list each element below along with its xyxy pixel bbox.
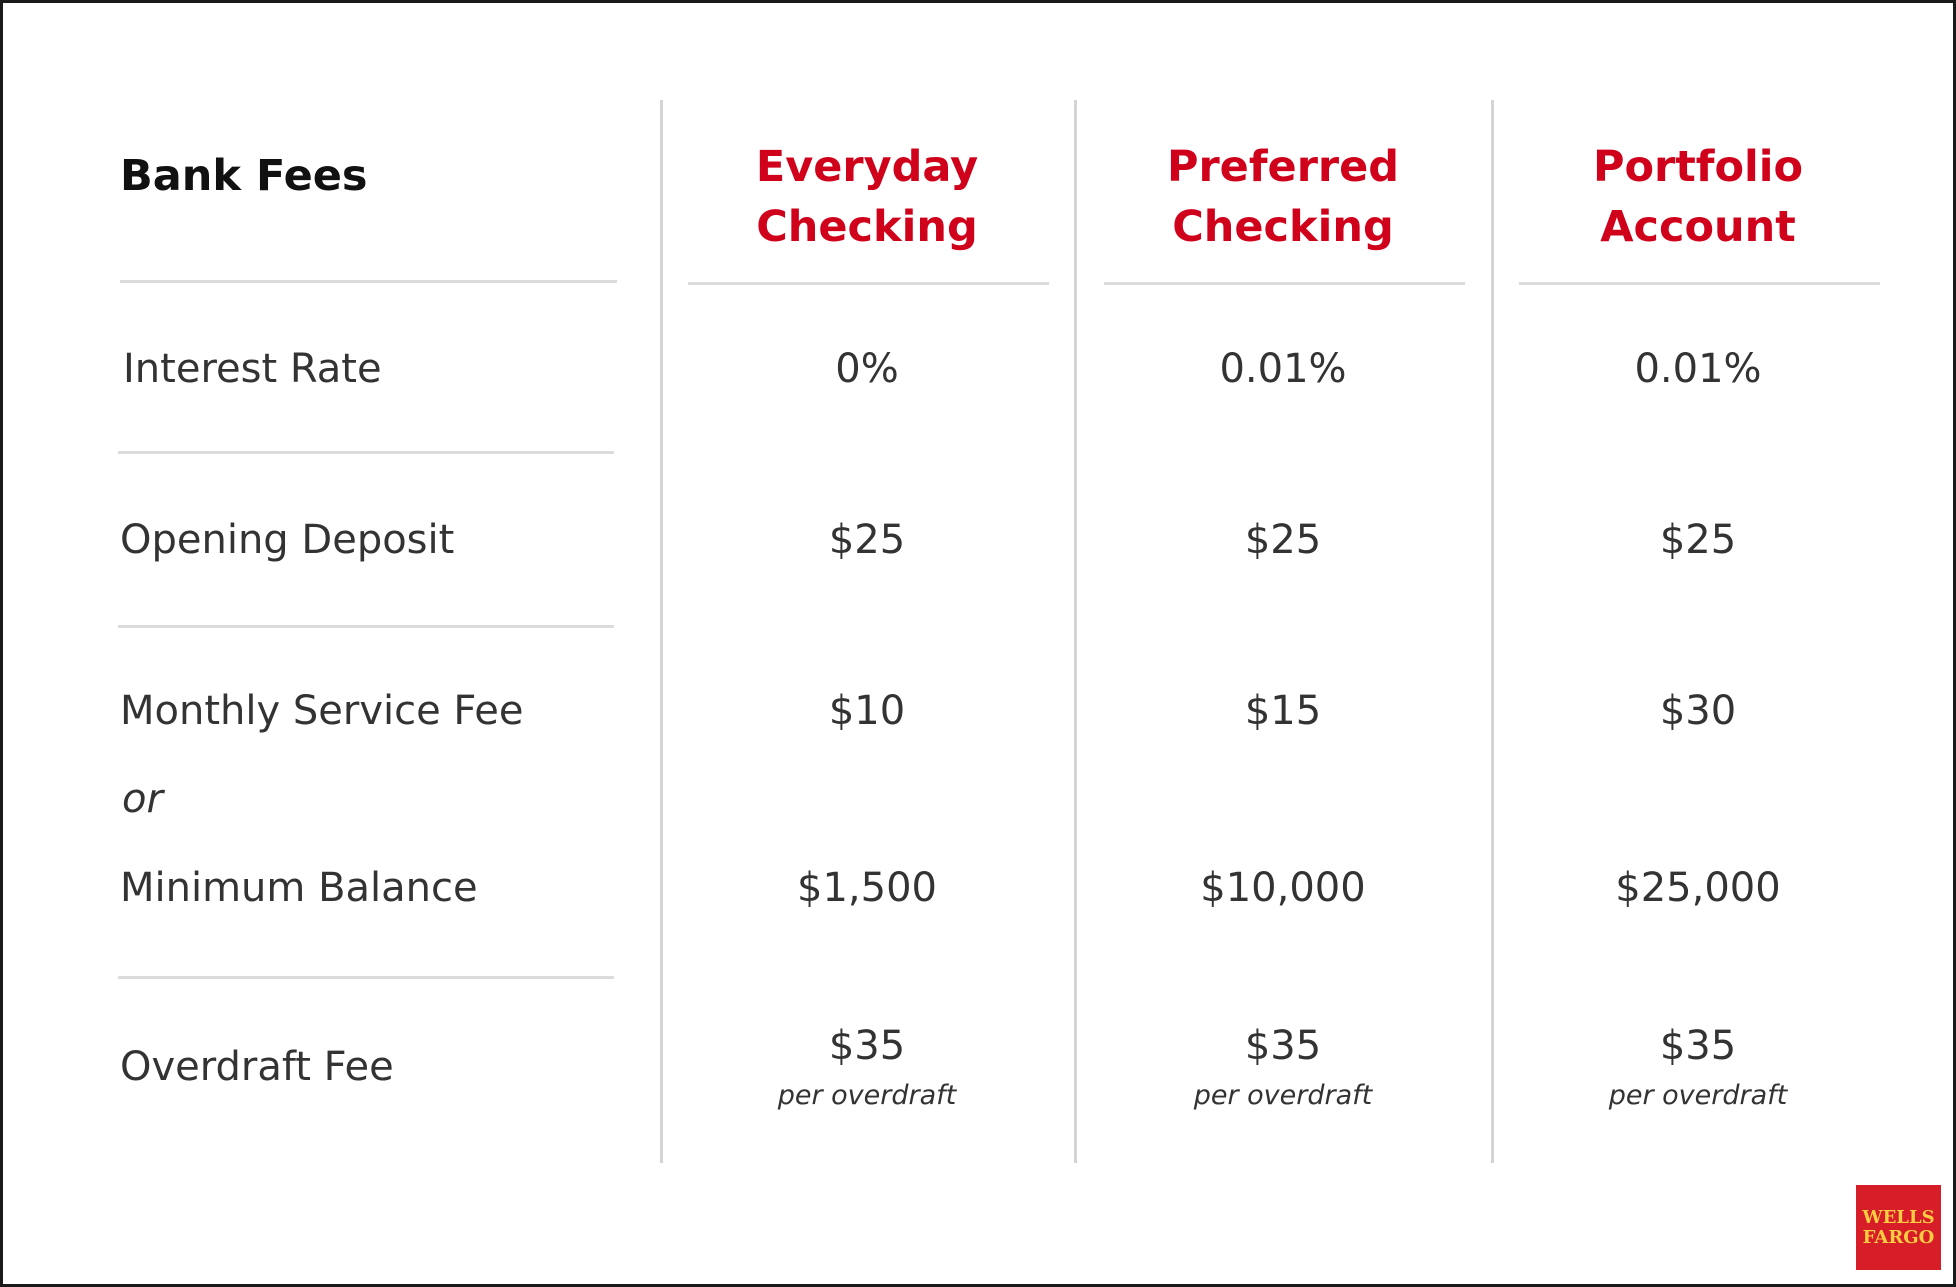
column-header-line: Portfolio: [1592, 142, 1804, 192]
minimum-balance-portfolio: $25,000: [1615, 865, 1781, 911]
monthly-fee-preferred: $15: [1244, 688, 1322, 734]
row-label-minimum-balance: Minimum Balance: [120, 865, 478, 911]
row-label-overdraft-fee: Overdraft Fee: [120, 1044, 394, 1090]
opening-deposit-everyday: $25: [828, 517, 906, 563]
column-header-everyday-checking: [687, 137, 1047, 257]
monthly-fee-everyday: $10: [828, 688, 906, 734]
opening-deposit-portfolio: $25: [1659, 517, 1737, 563]
minimum-balance-preferred: $10,000: [1200, 865, 1366, 911]
row-divider: [118, 625, 614, 628]
column-header-preferred-checking: [1103, 137, 1463, 257]
row-label-interest-rate: Interest Rate: [123, 346, 382, 392]
header-divider: [688, 282, 1049, 285]
row-divider: [118, 976, 614, 979]
overdraft-fee-preferred: $35: [1244, 1023, 1322, 1069]
column-header-line: Preferred: [1166, 142, 1400, 192]
column-header-line: Account: [1600, 202, 1796, 252]
overdraft-note-everyday: per overdraft: [777, 1080, 957, 1111]
wells-fargo-logo: [1856, 1185, 1941, 1270]
logo-text-line: FARGO: [1862, 1226, 1935, 1248]
opening-deposit-preferred: $25: [1244, 517, 1322, 563]
row-divider: [118, 451, 614, 454]
header-divider: [1104, 282, 1465, 285]
column-divider: [660, 100, 663, 1163]
interest-rate-everyday: 0%: [835, 346, 899, 392]
interest-rate-preferred: 0.01%: [1219, 346, 1347, 392]
column-divider: [1491, 100, 1494, 1163]
or-connector: or: [122, 776, 163, 822]
row-label-monthly-service-fee: Monthly Service Fee: [120, 688, 524, 734]
row-label-opening-deposit: Opening Deposit: [120, 517, 455, 563]
column-header-line: Everyday: [755, 142, 979, 192]
header-divider: [1519, 282, 1880, 285]
overdraft-fee-portfolio: $35: [1659, 1023, 1737, 1069]
overdraft-note-preferred: per overdraft: [1193, 1080, 1373, 1111]
minimum-balance-everyday: $1,500: [797, 865, 937, 911]
monthly-fee-portfolio: $30: [1659, 688, 1737, 734]
interest-rate-portfolio: 0.01%: [1634, 346, 1762, 392]
overdraft-fee-everyday: $35: [828, 1023, 906, 1069]
logo-text-line: WELLS: [1862, 1206, 1935, 1228]
column-header-line: Checking: [756, 202, 978, 252]
table-title: Bank Fees: [120, 151, 368, 201]
column-divider: [1074, 100, 1077, 1163]
column-header-line: Checking: [1172, 202, 1394, 252]
column-header-portfolio-account: [1518, 137, 1878, 257]
overdraft-note-portfolio: per overdraft: [1608, 1080, 1788, 1111]
header-divider: [120, 280, 617, 283]
